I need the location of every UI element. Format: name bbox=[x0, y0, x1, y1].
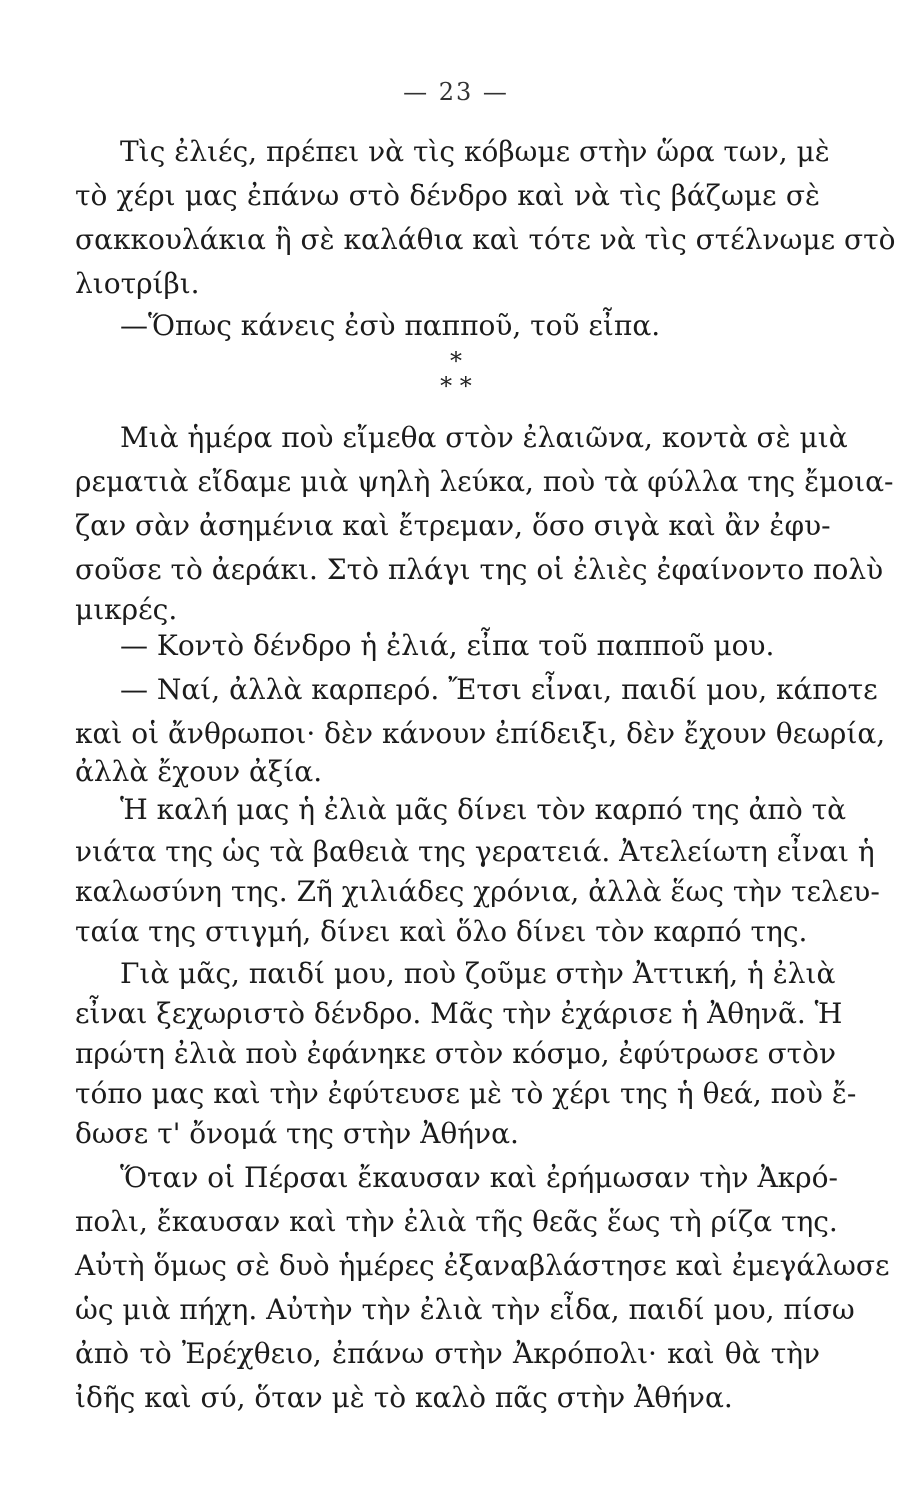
text-line: εἶναι ξεχωριστὸ δένδρο. Μᾶς τὴν ἐχάρισε ἡ Ἀθηνᾶ. Ἡ bbox=[75, 997, 843, 1030]
text-line: σακκουλάκια ἢ σὲ καλάθια καὶ τότε νὰ τὶς στέλνωμε στὸ bbox=[75, 223, 896, 256]
text-line: σοῦσε τὸ ἀεράκι. Στὸ πλάγι της οἱ ἐλιὲς ἐφαίνοντο πολὺ bbox=[75, 553, 884, 586]
text-line: —Ὅπως κάνεις ἐσὺ παπποῦ, τοῦ εἶπα. bbox=[120, 309, 661, 342]
text-line: ταία της στιγμή, δίνει καὶ ὅλο δίνει τὸν καρπό της. bbox=[75, 915, 808, 948]
text-line: μικρές. bbox=[75, 593, 178, 626]
text-line: ζαν σὰν ἀσημένια καὶ ἔτρεμαν, ὅσο σιγὰ καὶ ἂν ἐφυ- bbox=[75, 509, 831, 542]
text-line: Μιὰ ἡμέρα ποὺ εἴμεθα στὸν ἐλαιῶνα, κοντὰ σὲ μιὰ bbox=[120, 421, 848, 454]
text-line: καλωσύνη της. Ζῆ χιλιάδες χρόνια, ἀλλὰ ἕως τὴν τελευ- bbox=[75, 875, 880, 908]
text-line: λιοτρίβι. bbox=[75, 267, 200, 300]
text-line: ἀλλὰ ἔχουν ἀξία. bbox=[75, 755, 323, 788]
text-line: δωσε τ' ὄνομά της στὴν Ἀθήνα. bbox=[75, 1117, 519, 1150]
text-line: τὸ χέρι μας ἐπάνω στὸ δένδρο καὶ νὰ τὶς βάζωμε σὲ bbox=[75, 179, 820, 212]
section-asterism-bottom: * * bbox=[440, 372, 472, 400]
text-line: Αὐτὴ ὅμως σὲ δυὸ ἡμέρες ἐξαναβλάστησε καὶ ἐμεγάλωσε bbox=[75, 1249, 890, 1282]
section-asterism-top: * bbox=[450, 347, 462, 375]
text-line: Ὅταν οἱ Πέρσαι ἔκαυσαν καὶ ἐρήμωσαν τὴν Ἀκρό- bbox=[120, 1161, 838, 1194]
page-number: — 23 — bbox=[403, 78, 509, 106]
text-line: πολι, ἔκαυσαν καὶ τὴν ἐλιὰ τῆς θεᾶς ἕως τὴ ρίζα της. bbox=[75, 1205, 838, 1238]
text-line: πρώτη ἐλιὰ ποὺ ἐφάνηκε στὸν κόσμο, ἐφύτρωσε στὸν bbox=[75, 1037, 836, 1070]
text-line: τόπο μας καὶ τὴν ἐφύτευσε μὲ τὸ χέρι της ἡ θεά, ποὺ ἔ- bbox=[75, 1077, 857, 1110]
text-line: — Ναί, ἀλλὰ καρπερό. Ἔτσι εἶναι, παιδί μου, κάποτε bbox=[120, 673, 878, 706]
text-line: ἀπὸ τὸ Ἐρέχθειο, ἐπάνω στὴν Ἀκρόπολι· καὶ θὰ τὴν bbox=[75, 1337, 820, 1370]
text-line: Ἡ καλή μας ἡ ἐλιὰ μᾶς δίνει τὸν καρπό της ἀπὸ τὰ bbox=[120, 793, 846, 826]
text-line: Τὶς ἐλιές, πρέπει νὰ τὶς κόβωμε στὴν ὥρα των, μὲ bbox=[120, 135, 830, 168]
text-line: Γιὰ μᾶς, παιδί μου, ποὺ ζοῦμε στὴν Ἀττική, ἡ ἐλιὰ bbox=[120, 957, 836, 990]
text-line: ρεματιὰ εἴδαμε μιὰ ψηλὴ λεύκα, ποὺ τὰ φύλλα της ἔμοια- bbox=[75, 465, 894, 498]
text-line: ὡς μιὰ πήχη. Αὐτὴν τὴν ἐλιὰ τὴν εἶδα, παιδί μου, πίσω bbox=[75, 1293, 855, 1326]
text-line: — Κοντὸ δένδρο ἡ ἐλιά, εἶπα τοῦ παπποῦ μου. bbox=[120, 629, 775, 662]
text-line: καὶ οἱ ἄνθρωποι· δὲν κάνουν ἐπίδειξι, δὲν ἔχουν θεωρία, bbox=[75, 717, 886, 750]
text-line: ἰδῆς καὶ σύ, ὅταν μὲ τὸ καλὸ πᾶς στὴν Ἀθήνα. bbox=[75, 1381, 733, 1414]
text-line: νιάτα της ὡς τὰ βαθειὰ της γερατειά. Ἀτελείωτη εἶναι ἡ bbox=[75, 835, 875, 868]
